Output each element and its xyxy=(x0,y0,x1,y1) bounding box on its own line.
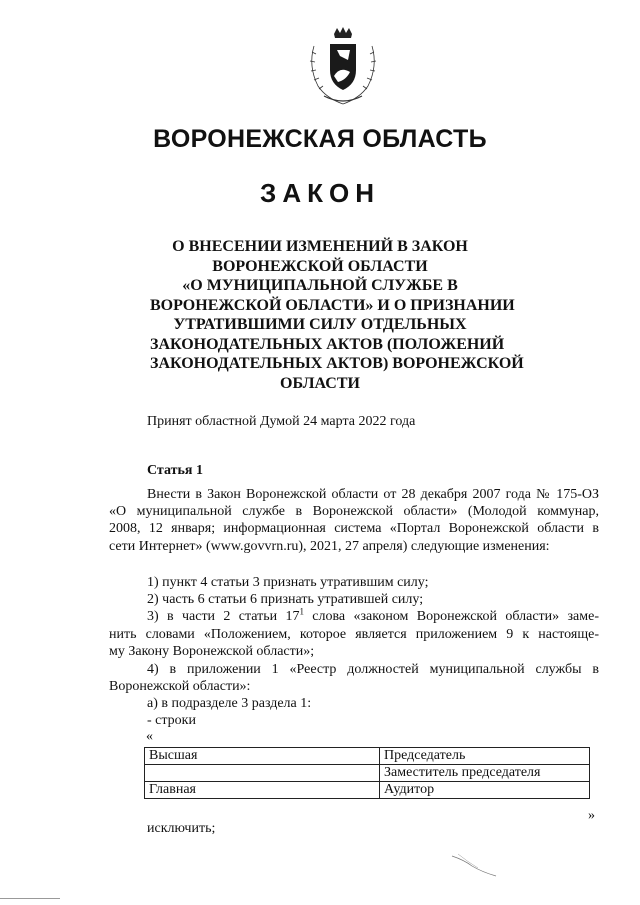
table-cell: Главная xyxy=(145,782,380,799)
amendment-table xyxy=(144,747,590,799)
region-title: ВОРОНЕЖСКАЯ ОБЛАСТЬ xyxy=(153,125,487,153)
table-cell: Аудитор xyxy=(380,782,590,799)
item3-superscript: 1 xyxy=(299,606,304,617)
law-title-line: УТРАТИВШИМИ СИЛУ ОТДЕЛЬНЫХ xyxy=(173,316,467,333)
item3-text-b: слова «законом Воронежской области» заме- xyxy=(303,609,599,624)
intro-line: «О муниципальной службе в Воронежской области» (Молодой коммунар, xyxy=(109,504,599,519)
table-row xyxy=(145,748,590,765)
list-item: 2) часть 6 статьи 6 признать утратившей силу; xyxy=(147,592,424,607)
adoption-date: Принят областной Думой 24 марта 2022 года xyxy=(147,414,416,429)
article-heading: Статья 1 xyxy=(147,463,203,478)
opening-quote: « xyxy=(146,729,153,744)
coat-of-arms-emblem xyxy=(304,26,382,108)
document-type: ЗАКОН xyxy=(260,178,380,208)
list-item-continuation: нить словами «Положением, которое является приложением 9 к настояще- xyxy=(109,627,599,642)
list-item: 1) пункт 4 статьи 3 признать утратившим силу; xyxy=(147,575,429,590)
list-item xyxy=(147,608,599,626)
closing-quote: » xyxy=(588,808,595,823)
list-item: 4) в приложении 1 «Реестр должностей муниципальной службы в xyxy=(147,662,599,677)
footer-line xyxy=(0,898,60,899)
intro-line: Внести в Закон Воронежской области от 28 декабря 2007 года № 175-ОЗ xyxy=(147,487,599,502)
table-row xyxy=(145,782,590,799)
intro-line: 2008, 12 января; информационная система «Портал Воронежской области в xyxy=(109,521,599,536)
law-title-line: ЗАКОНОДАТЕЛЬНЫХ АКТОВ (ПОЛОЖЕНИЙ xyxy=(150,335,505,353)
law-title-line: ВОРОНЕЖСКОЙ ОБЛАСТИ» И О ПРИЗНАНИИ xyxy=(150,296,515,314)
table-cell: Председатель xyxy=(380,748,590,765)
law-title-line: ЗАКОНОДАТЕЛЬНЫХ АКТОВ) ВОРОНЕЖСКОЙ xyxy=(150,355,524,372)
rows-label: - строки xyxy=(147,713,196,728)
handwritten-mark xyxy=(450,850,500,880)
item3-text-a: 3) в части 2 статьи 17 xyxy=(147,609,300,624)
table-cell: Заместитель председателя xyxy=(380,765,590,782)
list-item-continuation: Воронежской области»: xyxy=(109,679,251,694)
law-title-line: ОБЛАСТИ xyxy=(280,374,360,392)
table-row xyxy=(145,765,590,782)
intro-line: сети Интернет» (www.govvrn.ru), 2021, 27 апреля) следующие изменения: xyxy=(109,539,550,554)
law-title xyxy=(150,237,524,393)
list-item-continuation: му Закону Воронежской области»; xyxy=(109,644,315,659)
table-cell: Высшая xyxy=(145,748,380,765)
law-title-line: «О МУНИЦИПАЛЬНОЙ СЛУЖБЕ В xyxy=(182,277,458,294)
sub-item: а) в подразделе 3 раздела 1: xyxy=(147,696,312,711)
table-cell xyxy=(145,765,380,782)
law-title-line: ВОРОНЕЖСКОЙ ОБЛАСТИ xyxy=(212,257,428,275)
law-title-line: О ВНЕСЕНИИ ИЗМЕНЕНИЙ В ЗАКОН xyxy=(172,238,468,255)
exclude-instruction: исключить; xyxy=(147,821,216,836)
